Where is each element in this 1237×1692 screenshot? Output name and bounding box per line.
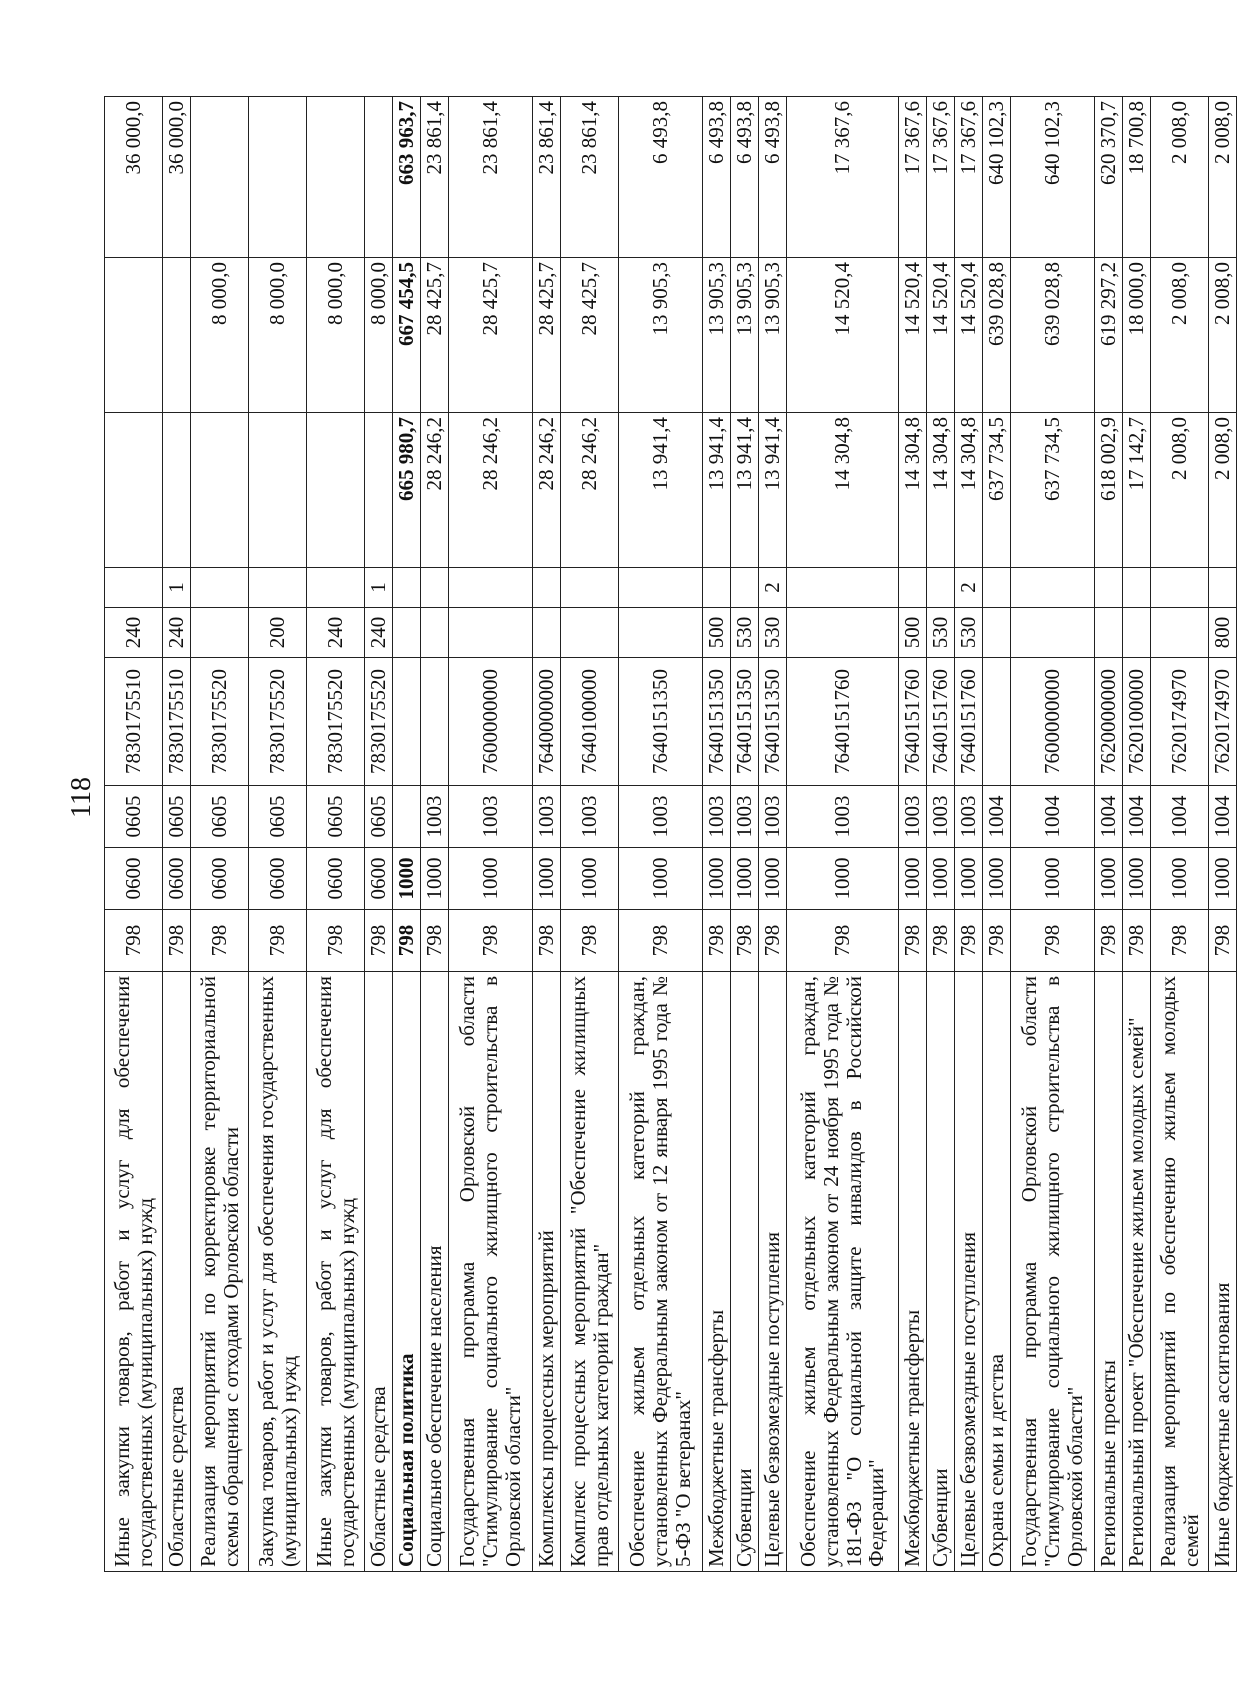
cell-rz: 1000 [1011, 848, 1095, 910]
cell-rz: 1000 [703, 848, 731, 910]
cell-cs [983, 658, 1011, 786]
table-row [365, 97, 393, 1572]
cell-pr: 1003 [759, 786, 787, 848]
cell-ved: 798 [619, 910, 703, 972]
cell-ved: 798 [1209, 910, 1237, 972]
cell-value-3: 36 000,0 [105, 97, 163, 258]
cell-value-2: 28 425,7 [561, 258, 619, 413]
cell-value-1 [365, 413, 393, 568]
cell-pr [393, 786, 421, 848]
cell-value-2: 667 454,5 [393, 258, 421, 413]
cell-value-1 [105, 413, 163, 568]
cell-pr: 0605 [105, 786, 163, 848]
cell-value-2: 639 028,8 [1011, 258, 1095, 413]
table-row [1209, 97, 1237, 1572]
budget-table-container [104, 97, 1235, 1572]
cell-value-3: 17 367,6 [787, 97, 899, 258]
cell-rz: 1000 [787, 848, 899, 910]
cell-k [787, 568, 899, 608]
row-name: Субвенции [731, 972, 759, 1572]
cell-value-2: 8 000,0 [191, 258, 249, 413]
cell-value-1: 2 008,0 [1151, 413, 1209, 568]
cell-pr: 0605 [365, 786, 393, 848]
cell-ved: 798 [421, 910, 449, 972]
cell-rz: 1000 [1151, 848, 1209, 910]
cell-k [703, 568, 731, 608]
cell-rz: 1000 [421, 848, 449, 910]
cell-vr [393, 608, 421, 658]
cell-cs: 7620000000 [1095, 658, 1123, 786]
cell-k [393, 568, 421, 608]
row-name: Социальное обеспечение населения [421, 972, 449, 1572]
cell-value-3: 663 963,7 [393, 97, 421, 258]
cell-vr [191, 608, 249, 658]
cell-pr: 0605 [307, 786, 365, 848]
row-name: Областные средства [163, 972, 191, 1572]
cell-rz: 1000 [533, 848, 561, 910]
cell-cs: 7600000000 [449, 658, 533, 786]
table-row [1123, 97, 1151, 1572]
cell-k [105, 568, 163, 608]
cell-cs: 7640000000 [533, 658, 561, 786]
cell-value-1: 618 002,9 [1095, 413, 1123, 568]
cell-rz: 0600 [163, 848, 191, 910]
cell-value-1 [249, 413, 307, 568]
cell-rz: 1000 [1123, 848, 1151, 910]
cell-vr [533, 608, 561, 658]
cell-value-3: 23 861,4 [449, 97, 533, 258]
cell-cs: 7830175520 [191, 658, 249, 786]
cell-value-3: 6 493,8 [619, 97, 703, 258]
cell-k [619, 568, 703, 608]
cell-pr: 1004 [1095, 786, 1123, 848]
row-name: Целевые безвозмездные поступления [955, 972, 983, 1572]
cell-value-3: 18 700,8 [1123, 97, 1151, 258]
cell-rz: 0600 [191, 848, 249, 910]
table-row [927, 97, 955, 1572]
cell-ved: 798 [1123, 910, 1151, 972]
cell-pr: 1003 [787, 786, 899, 848]
cell-rz: 1000 [899, 848, 927, 910]
cell-cs: 7640151350 [619, 658, 703, 786]
row-name: Обеспечение жильем отдельных категорий граждан, установленных Федеральным законом от 12 января 1995 года № 5-ФЗ "О ветеранах" [619, 972, 703, 1572]
cell-value-2: 14 520,4 [927, 258, 955, 413]
row-name: Комплекс процессных мероприятий "Обеспечение жилищных прав отдельных категорий граждан" [561, 972, 619, 1572]
row-name: Региональные проекты [1095, 972, 1123, 1572]
cell-value-3: 640 102,3 [983, 97, 1011, 258]
cell-cs [393, 658, 421, 786]
table-row [393, 97, 421, 1572]
cell-value-3: 36 000,0 [163, 97, 191, 258]
row-name: Субвенции [927, 972, 955, 1572]
cell-value-2: 14 520,4 [899, 258, 927, 413]
cell-ved: 798 [927, 910, 955, 972]
cell-pr: 0605 [163, 786, 191, 848]
cell-pr: 1003 [449, 786, 533, 848]
budget-table-body [105, 97, 1237, 1572]
cell-value-1: 637 734,5 [983, 413, 1011, 568]
row-name: Межбюджетные трансферты [899, 972, 927, 1572]
cell-vr: 240 [105, 608, 163, 658]
table-row [983, 97, 1011, 1572]
cell-k: 1 [163, 568, 191, 608]
cell-value-3: 640 102,3 [1011, 97, 1095, 258]
cell-cs: 7830175520 [365, 658, 393, 786]
cell-value-2: 639 028,8 [983, 258, 1011, 413]
cell-value-1 [191, 413, 249, 568]
cell-value-1: 14 304,8 [927, 413, 955, 568]
cell-rz: 1000 [393, 848, 421, 910]
cell-vr: 530 [759, 608, 787, 658]
cell-vr: 530 [927, 608, 955, 658]
table-row [163, 97, 191, 1572]
cell-ved: 798 [307, 910, 365, 972]
table-row [533, 97, 561, 1572]
cell-ved: 798 [1011, 910, 1095, 972]
row-name: Социальная политика [393, 972, 421, 1572]
cell-rz: 0600 [249, 848, 307, 910]
cell-vr [619, 608, 703, 658]
cell-value-2: 2 008,0 [1209, 258, 1237, 413]
cell-rz: 0600 [105, 848, 163, 910]
cell-ved: 798 [105, 910, 163, 972]
cell-vr: 240 [307, 608, 365, 658]
cell-ved: 798 [1095, 910, 1123, 972]
row-name: Закупка товаров, работ и услуг для обеспечения государственных (муниципальных) нужд [249, 972, 307, 1572]
cell-vr: 800 [1209, 608, 1237, 658]
cell-vr [1095, 608, 1123, 658]
cell-k [191, 568, 249, 608]
cell-pr: 1003 [703, 786, 731, 848]
cell-cs: 7620100000 [1123, 658, 1151, 786]
cell-value-3: 23 861,4 [421, 97, 449, 258]
cell-rz: 1000 [955, 848, 983, 910]
cell-ved: 798 [703, 910, 731, 972]
cell-cs: 7830175510 [163, 658, 191, 786]
cell-value-1: 665 980,7 [393, 413, 421, 568]
cell-k [561, 568, 619, 608]
cell-vr: 530 [731, 608, 759, 658]
cell-value-2: 13 905,3 [703, 258, 731, 413]
cell-vr [421, 608, 449, 658]
row-name: Областные средства [365, 972, 393, 1572]
cell-k [731, 568, 759, 608]
cell-k [927, 568, 955, 608]
table-row [619, 97, 703, 1572]
cell-k [1095, 568, 1123, 608]
cell-pr: 1003 [533, 786, 561, 848]
cell-value-1: 28 246,2 [533, 413, 561, 568]
cell-pr: 1003 [619, 786, 703, 848]
table-row [787, 97, 899, 1572]
cell-pr: 1004 [1209, 786, 1237, 848]
cell-k [249, 568, 307, 608]
row-name: Иные закупки товаров, работ и услуг для обеспечения государственных (муниципальных) нужд [307, 972, 365, 1572]
cell-value-3 [191, 97, 249, 258]
table-row [1011, 97, 1095, 1572]
cell-value-1: 14 304,8 [787, 413, 899, 568]
cell-value-2: 13 905,3 [731, 258, 759, 413]
cell-value-1: 17 142,7 [1123, 413, 1151, 568]
cell-cs: 7640151760 [927, 658, 955, 786]
cell-vr: 200 [249, 608, 307, 658]
cell-k [449, 568, 533, 608]
cell-vr [787, 608, 899, 658]
cell-vr: 500 [899, 608, 927, 658]
row-name: Иные закупки товаров, работ и услуг для обеспечения государственных (муниципальных) нужд [105, 972, 163, 1572]
cell-cs: 7620174970 [1151, 658, 1209, 786]
cell-cs: 7830175510 [105, 658, 163, 786]
cell-pr: 1003 [955, 786, 983, 848]
cell-ved: 798 [731, 910, 759, 972]
cell-cs: 7620174970 [1209, 658, 1237, 786]
cell-pr: 1004 [1151, 786, 1209, 848]
cell-k [307, 568, 365, 608]
cell-rz: 1000 [619, 848, 703, 910]
cell-value-2: 28 425,7 [533, 258, 561, 413]
budget-table [104, 96, 1237, 1572]
row-name: Региональный проект "Обеспечение жильем молодых семей" [1123, 972, 1151, 1572]
cell-cs: 7640100000 [561, 658, 619, 786]
cell-pr: 1003 [561, 786, 619, 848]
cell-rz: 1000 [759, 848, 787, 910]
cell-vr [1011, 608, 1095, 658]
cell-pr: 1003 [731, 786, 759, 848]
cell-ved: 798 [561, 910, 619, 972]
cell-ved: 798 [787, 910, 899, 972]
cell-value-1 [307, 413, 365, 568]
cell-cs: 7640151760 [899, 658, 927, 786]
cell-cs [421, 658, 449, 786]
cell-value-3: 6 493,8 [759, 97, 787, 258]
cell-ved: 798 [191, 910, 249, 972]
cell-value-2: 13 905,3 [759, 258, 787, 413]
cell-value-1: 637 734,5 [1011, 413, 1095, 568]
cell-ved: 798 [163, 910, 191, 972]
cell-value-1: 13 941,4 [703, 413, 731, 568]
cell-pr: 1003 [421, 786, 449, 848]
cell-ved: 798 [955, 910, 983, 972]
cell-ved: 798 [365, 910, 393, 972]
cell-k: 2 [759, 568, 787, 608]
cell-k [533, 568, 561, 608]
cell-value-3: 6 493,8 [703, 97, 731, 258]
cell-ved: 798 [533, 910, 561, 972]
cell-k [1209, 568, 1237, 608]
cell-value-2: 8 000,0 [365, 258, 393, 413]
cell-cs: 7640151350 [759, 658, 787, 786]
cell-k [421, 568, 449, 608]
cell-value-2: 2 008,0 [1151, 258, 1209, 413]
cell-value-2: 8 000,0 [249, 258, 307, 413]
cell-value-1: 13 941,4 [759, 413, 787, 568]
cell-vr [449, 608, 533, 658]
cell-pr: 0605 [249, 786, 307, 848]
cell-ved: 798 [899, 910, 927, 972]
table-row [561, 97, 619, 1572]
cell-k: 2 [955, 568, 983, 608]
cell-rz: 1000 [561, 848, 619, 910]
cell-value-3: 6 493,8 [731, 97, 759, 258]
table-row [955, 97, 983, 1572]
cell-ved: 798 [449, 910, 533, 972]
cell-value-3: 17 367,6 [927, 97, 955, 258]
cell-value-2: 13 905,3 [619, 258, 703, 413]
cell-vr: 240 [163, 608, 191, 658]
cell-value-3: 620 370,7 [1095, 97, 1123, 258]
cell-cs: 7640151350 [703, 658, 731, 786]
cell-k [1011, 568, 1095, 608]
cell-pr: 1003 [899, 786, 927, 848]
cell-k: 1 [365, 568, 393, 608]
cell-rz: 1000 [983, 848, 1011, 910]
cell-cs: 7830175520 [307, 658, 365, 786]
table-row [759, 97, 787, 1572]
cell-ved: 798 [249, 910, 307, 972]
cell-rz: 0600 [365, 848, 393, 910]
table-row [249, 97, 307, 1572]
cell-value-3: 2 008,0 [1209, 97, 1237, 258]
cell-value-1: 13 941,4 [619, 413, 703, 568]
cell-cs: 7600000000 [1011, 658, 1095, 786]
cell-vr: 530 [955, 608, 983, 658]
row-name: Межбюджетные трансферты [703, 972, 731, 1572]
row-name: Государственная программа Орловской области "Стимулирование социального жилищного строительства в Орловской области" [1011, 972, 1095, 1572]
cell-value-1: 2 008,0 [1209, 413, 1237, 568]
table-row [899, 97, 927, 1572]
cell-value-2 [163, 258, 191, 413]
cell-value-2: 28 425,7 [421, 258, 449, 413]
cell-value-3 [307, 97, 365, 258]
cell-vr: 240 [365, 608, 393, 658]
cell-pr: 1004 [1011, 786, 1095, 848]
table-row [307, 97, 365, 1572]
row-name: Охрана семьи и детства [983, 972, 1011, 1572]
cell-value-3 [249, 97, 307, 258]
cell-value-2: 14 520,4 [787, 258, 899, 413]
cell-value-3: 2 008,0 [1151, 97, 1209, 258]
row-name: Комплексы процессных мероприятий [533, 972, 561, 1572]
cell-value-2 [105, 258, 163, 413]
cell-k [1123, 568, 1151, 608]
table-row [731, 97, 759, 1572]
cell-pr: 0605 [191, 786, 249, 848]
table-row [421, 97, 449, 1572]
cell-value-2: 28 425,7 [449, 258, 533, 413]
cell-rz: 1000 [1209, 848, 1237, 910]
cell-ved: 798 [983, 910, 1011, 972]
cell-value-1 [163, 413, 191, 568]
cell-value-2: 8 000,0 [307, 258, 365, 413]
cell-cs: 7830175520 [249, 658, 307, 786]
row-name: Целевые безвозмездные поступления [759, 972, 787, 1572]
cell-rz: 1000 [449, 848, 533, 910]
cell-cs: 7640151350 [731, 658, 759, 786]
row-name: Обеспечение жильем отдельных категорий граждан, установленных Федеральным законом от 24 ноября 1995 года № 181-ФЗ "О социальной защите инвалидов в Российской Федерации" [787, 972, 899, 1572]
cell-vr [1151, 608, 1209, 658]
cell-value-3 [365, 97, 393, 258]
cell-vr [983, 608, 1011, 658]
table-row [105, 97, 163, 1572]
row-name: Реализация мероприятий по корректировке территориальной схемы обращения с отходами Орловской области [191, 972, 249, 1572]
table-row [1151, 97, 1209, 1572]
cell-value-1: 13 941,4 [731, 413, 759, 568]
cell-value-2: 14 520,4 [955, 258, 983, 413]
cell-k [983, 568, 1011, 608]
cell-pr: 1004 [1123, 786, 1151, 848]
row-name: Государственная программа Орловской области "Стимулирование социального жилищного строительства в Орловской области" [449, 972, 533, 1572]
cell-cs: 7640151760 [955, 658, 983, 786]
cell-cs: 7640151760 [787, 658, 899, 786]
cell-value-2: 619 297,2 [1095, 258, 1123, 413]
cell-value-1: 14 304,8 [899, 413, 927, 568]
cell-pr: 1003 [927, 786, 955, 848]
cell-rz: 1000 [927, 848, 955, 910]
cell-value-3: 23 861,4 [533, 97, 561, 258]
table-row [449, 97, 533, 1572]
cell-vr [1123, 608, 1151, 658]
cell-ved: 798 [759, 910, 787, 972]
table-row [191, 97, 249, 1572]
cell-rz: 1000 [1095, 848, 1123, 910]
cell-value-3: 23 861,4 [561, 97, 619, 258]
cell-ved: 798 [1151, 910, 1209, 972]
cell-value-2: 18 000,0 [1123, 258, 1151, 413]
page-number: 118 [66, 777, 97, 818]
cell-value-3: 17 367,6 [955, 97, 983, 258]
cell-rz: 1000 [731, 848, 759, 910]
cell-pr: 1004 [983, 786, 1011, 848]
table-row [1095, 97, 1123, 1572]
cell-vr: 500 [703, 608, 731, 658]
table-row [703, 97, 731, 1572]
cell-rz: 0600 [307, 848, 365, 910]
cell-value-1: 28 246,2 [421, 413, 449, 568]
cell-value-1: 28 246,2 [561, 413, 619, 568]
cell-k [899, 568, 927, 608]
row-name: Иные бюджетные ассигнования [1209, 972, 1237, 1572]
cell-ved: 798 [393, 910, 421, 972]
cell-value-1: 28 246,2 [449, 413, 533, 568]
cell-value-3: 17 367,6 [899, 97, 927, 258]
row-name: Реализация мероприятий по обеспечению жильем молодых семей [1151, 972, 1209, 1572]
cell-k [1151, 568, 1209, 608]
cell-value-1: 14 304,8 [955, 413, 983, 568]
cell-vr [561, 608, 619, 658]
